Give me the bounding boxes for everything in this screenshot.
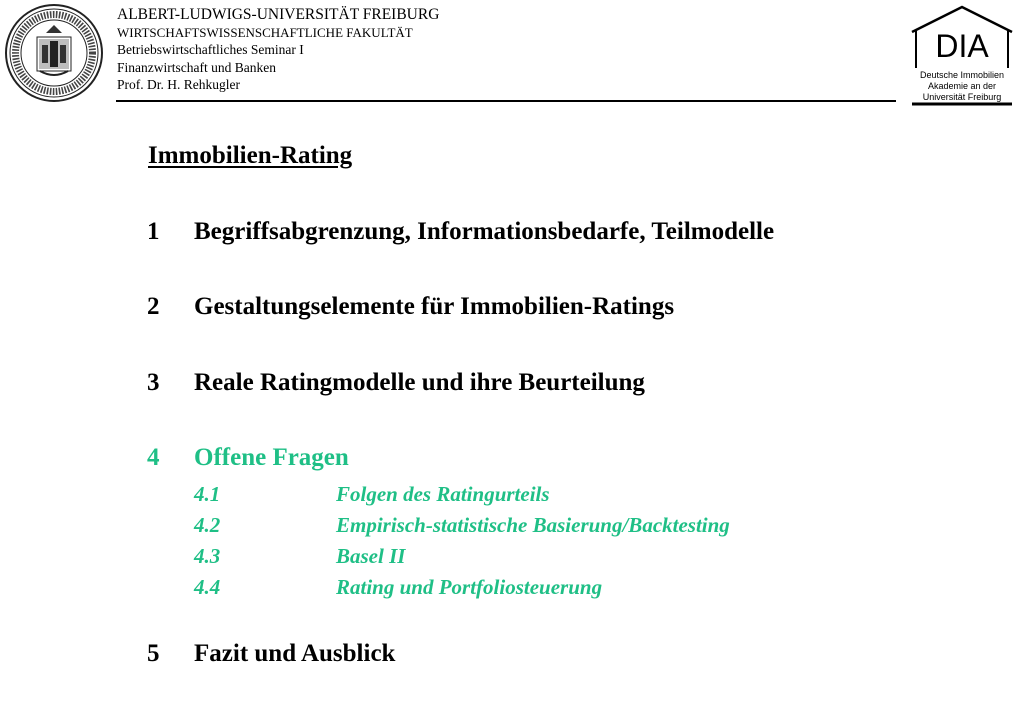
- section-label: Begriffsabgrenzung, Informationsbedarfe, Teilmodelle: [194, 218, 775, 245]
- subsection-number: 4.4: [194, 575, 221, 599]
- university-name: ALBERT-LUDWIGS-UNIVERSITÄT FREIBURG: [117, 6, 440, 23]
- outline-subsection-4-1: [194, 482, 550, 507]
- university-seal-logo: [4, 3, 104, 103]
- dia-subtext-line: Akademie an der: [927, 81, 997, 91]
- subsection-number: 4.1: [194, 482, 221, 506]
- section-label: Fazit und Ausblick: [194, 640, 396, 667]
- outline-subsection-4-2: [194, 513, 730, 538]
- faculty-name: WIRTSCHAFTSWISSENSCHAFTLICHE FAKULTÄT: [117, 25, 413, 40]
- section-number: 1: [147, 218, 160, 245]
- section-number: 5: [147, 640, 160, 667]
- seminar-name: Betriebswirtschaftliches Seminar I: [117, 42, 304, 57]
- header-text-block: [117, 6, 439, 94]
- subsection-label: Basel II: [336, 544, 406, 568]
- dia-logo-text: DIA: [935, 28, 989, 64]
- outline-section-5: [147, 640, 395, 668]
- section-number: 2: [147, 293, 160, 320]
- outline-section-4-current: [147, 444, 349, 472]
- outline-section-2: [147, 293, 674, 321]
- section-label: Gestaltungselemente für Immobilien-Ratings: [194, 293, 675, 320]
- header-divider: [116, 100, 896, 102]
- dia-subtext-line: Deutsche Immobilien: [919, 70, 1005, 80]
- dia-subtext-line: Universität Freiburg: [922, 92, 1002, 102]
- department-name: Finanzwirtschaft und Banken: [117, 59, 276, 75]
- subsection-label: Folgen des Ratingurteils: [336, 482, 550, 506]
- section-number: 4: [147, 444, 160, 471]
- professor-name: Prof. Dr. H. Rehkugler: [117, 77, 240, 92]
- outline-section-3: [147, 369, 645, 397]
- section-number: 3: [147, 369, 160, 396]
- subsection-number: 4.2: [194, 513, 221, 537]
- outline-section-1: [147, 218, 774, 246]
- slide-title: Immobilien-Rating: [148, 142, 353, 169]
- dia-logo-subtext: [908, 70, 1016, 103]
- subsection-number: 4.3: [194, 544, 221, 568]
- section-label: Reale Ratingmodelle und ihre Beurteilung: [194, 369, 645, 396]
- subsection-label: Empirisch-statistische Basierung/Backtesting: [336, 513, 730, 537]
- outline-subsection-4-4: [194, 575, 602, 600]
- subsection-label: Rating und Portfoliosteuerung: [336, 575, 603, 599]
- outline-subsection-4-3: [194, 544, 405, 569]
- section-label: Offene Fragen: [194, 444, 349, 471]
